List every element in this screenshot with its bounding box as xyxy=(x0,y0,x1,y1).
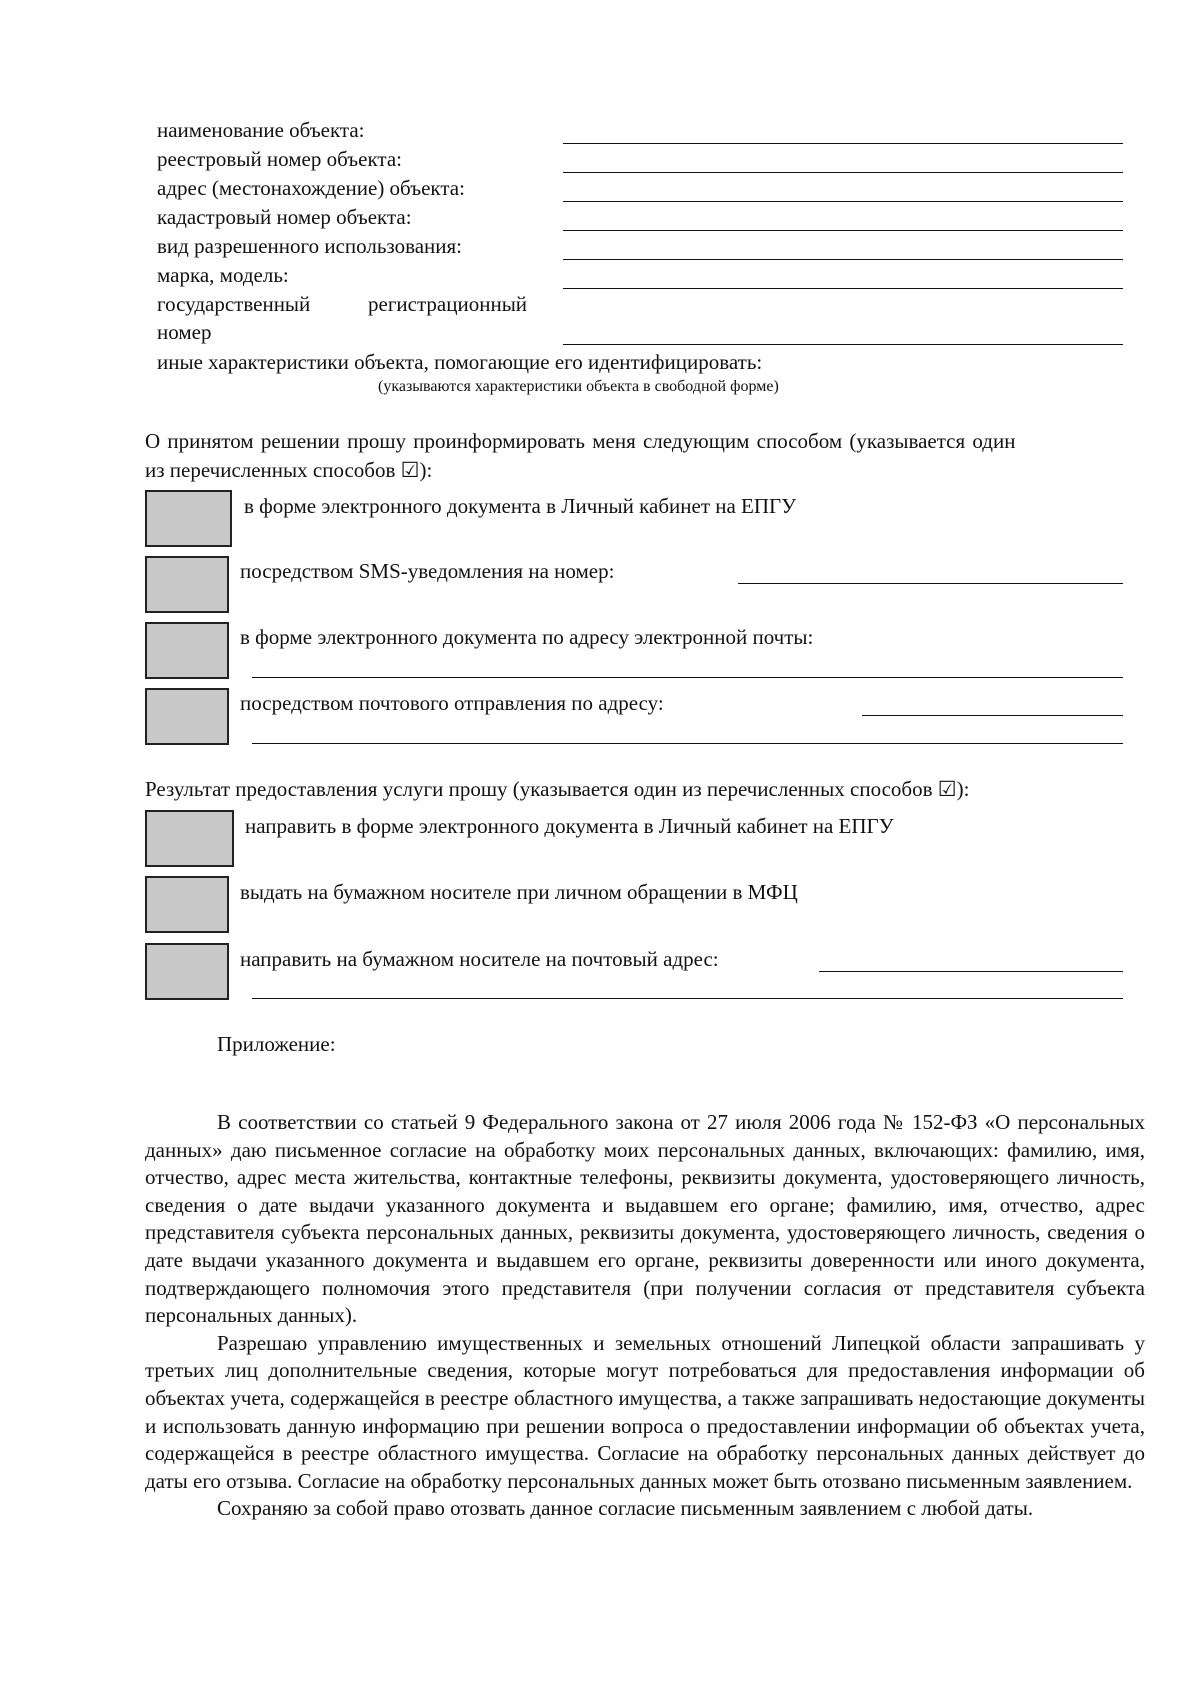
consent-paragraph: Разрешаю управлению имущественных и земельных отношений Липецкой области запрашивать у третьих лиц дополнительные сведения, которые могут потребоваться для предоставления информации об объектах учета, содержащейся в реестре областного имущества, а также запрашивать недостающие документы и использовать данную информацию при решении вопроса о предоставлении информации об объектах учета, содержащейся в реестре областного имущества. Согласие на обработку персональных данных действует до даты его отзыва. Согласие на обработку персональных данных может быть отозвано письменным заявлением. xyxy=(145,1330,1145,1493)
result-post-address-input-1[interactable] xyxy=(819,971,1123,972)
post-address-input-2[interactable] xyxy=(252,743,1123,744)
field-label-registry-number: реестровый номер объекта: xyxy=(157,147,402,171)
result-option-epgu-label: направить в форме электронного документа в Личный кабинет на ЕПГУ xyxy=(245,814,894,838)
field-input-make-model[interactable] xyxy=(563,288,1123,289)
field-input-cadastral-number[interactable] xyxy=(563,230,1123,231)
sms-phone-input[interactable] xyxy=(738,583,1123,584)
result-option-mfc-checkbox[interactable] xyxy=(145,876,229,933)
consent-text xyxy=(145,1109,1145,1523)
field-label-name: наименование объекта: xyxy=(157,118,365,142)
attachment-label: Приложение: xyxy=(217,1032,336,1056)
field-input-reg-number[interactable] xyxy=(563,344,1123,345)
notify-intro-line1: О принятом решении прошу проинформировать меня следующим способом (указывается один xyxy=(145,429,1016,453)
field-label-reg-number-part1: государственный xyxy=(157,292,311,316)
result-intro: Результат предоставления услуги прошу (указывается один из перечисленных способов ☑): xyxy=(145,777,970,801)
field-label-cadastral-number: кадастровый номер объекта: xyxy=(157,205,412,229)
field-label-make-model: марка, модель: xyxy=(157,263,289,287)
post-address-input-1[interactable] xyxy=(862,715,1123,716)
notify-intro-line2: из перечисленных способов ☑): xyxy=(145,458,433,482)
field-input-permitted-use[interactable] xyxy=(563,259,1123,260)
field-label-address: адрес (местонахождение) объекта: xyxy=(157,176,465,200)
notify-option-epgu-label: в форме электронного документа в Личный кабинет на ЕПГУ xyxy=(244,494,797,518)
notify-option-email-checkbox[interactable] xyxy=(145,622,229,679)
result-option-mfc-label: выдать на бумажном носителе при личном обращении в МФЦ xyxy=(240,880,798,904)
consent-paragraph: В соответствии со статьей 9 Федерального закона от 27 июля 2006 года № 152-ФЗ «О персональных данных» даю письменное согласие на обработку моих персональных данных, включающих: фамилию, имя, отчество, адрес места жительства, контактные телефоны, реквизиты документа, удостоверяющего личность, сведения о дате выдачи указанного документа и выдавшем его органе; фамилию, имя, отчество, адрес представителя субъекта персональных данных, реквизиты документа, удостоверяющего личность, сведения о дате выдачи указанного документа и выдавшем его органе, реквизиты доверенности или иного документа, подтверждающего полномочия этого представителя (при получении согласия от представителя субъекта персональных данных). xyxy=(145,1110,1145,1328)
notify-option-sms-label: посредством SMS-уведомления на номер: xyxy=(240,559,615,583)
result-post-address-input-2[interactable] xyxy=(252,998,1123,999)
field-label-reg-number-part2: регистрационный xyxy=(368,292,528,316)
other-characteristics-note: (указываются характеристики объекта в свободной форме) xyxy=(378,378,779,395)
result-option-post-checkbox[interactable] xyxy=(145,943,229,1000)
consent-paragraph: Сохраняю за собой право отозвать данное согласие письменным заявлением с любой даты. xyxy=(217,1496,1034,1521)
field-label-permitted-use: вид разрешенного использования: xyxy=(157,234,463,258)
notify-option-email-label: в форме электронного документа по адресу электронной почты: xyxy=(240,625,814,649)
other-characteristics-label: иные характеристики объекта, помогающие его идентифицировать: xyxy=(157,350,763,374)
result-option-post-label: направить на бумажном носителе на почтовый адрес: xyxy=(240,947,719,971)
email-address-input[interactable] xyxy=(252,677,1123,678)
notify-option-post-checkbox[interactable] xyxy=(145,688,229,745)
field-input-name[interactable] xyxy=(563,143,1123,144)
result-option-epgu-checkbox[interactable] xyxy=(145,810,234,867)
notify-option-sms-checkbox[interactable] xyxy=(145,556,229,613)
field-label-reg-number-part3: номер xyxy=(157,320,212,344)
notify-option-post-label: посредством почтового отправления по адресу: xyxy=(240,691,664,715)
field-input-registry-number[interactable] xyxy=(563,172,1123,173)
field-input-address[interactable] xyxy=(563,201,1123,202)
notify-option-epgu-checkbox[interactable] xyxy=(145,490,232,547)
